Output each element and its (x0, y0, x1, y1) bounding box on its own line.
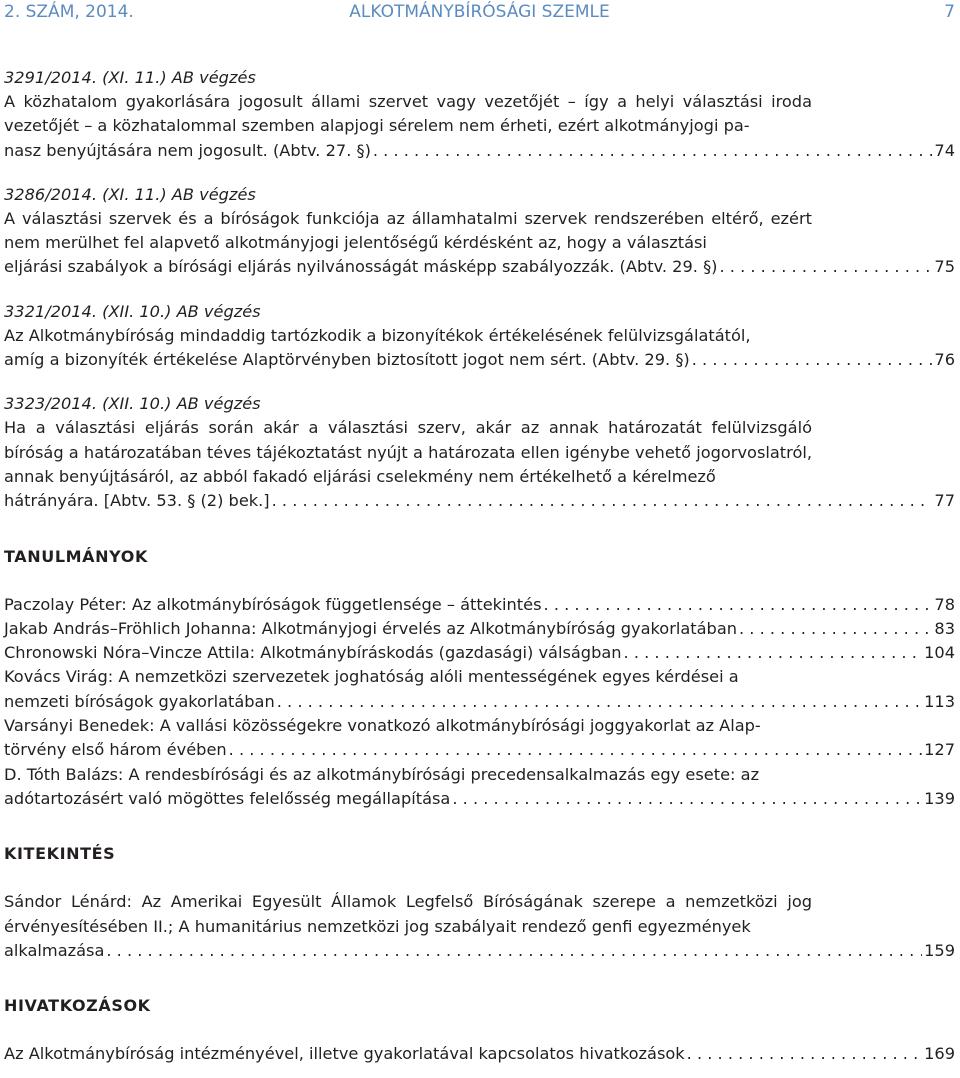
entry-text: Sándor Lénárd: Az Amerikai Egyesült Államok Legfelső Bíróságának szerepe a nemzetközi jog érvényesítésében II.; A humanitárius nemzetközi jog szabályait rendező genfi egyezmények (4, 892, 812, 936)
entry-last-line (4, 1042, 955, 1066)
entry-text-end: hátrányára. [Abtv. 53. § (2) bek.] (4, 491, 270, 511)
article-entry[interactable] (4, 1042, 955, 1066)
dot-leader (450, 787, 922, 811)
entry-text-end: Paczolay Péter: Az alkotmánybíróságok függetlensége – áttekintés (4, 594, 542, 614)
entry-text: D. Tóth Balázs: A rendesbírósági és az alkotmánybírósági precedensalkalmazás egy esete: az (4, 764, 760, 784)
article-entry[interactable] (4, 593, 955, 617)
dot-leader (270, 489, 933, 513)
entry-page-number: 139 (924, 788, 955, 808)
article-entry[interactable] (4, 714, 955, 763)
entry-last-line (4, 593, 955, 617)
entry-text-end: alkalmazása (4, 940, 105, 960)
article-entry[interactable] (4, 890, 955, 963)
entry-page-number: 104 (924, 643, 955, 663)
entry-text: Az Alkotmánybíróság mindaddig tartózkodik a bizonyítékok értékelésének felülvizsgálatától, (4, 325, 751, 345)
entry-last-line (4, 489, 955, 513)
article-entry[interactable] (4, 641, 955, 665)
entry-text-end: Az Alkotmánybíróság intézményével, illetve gyakorlatával kapcsolatos hivatkozások (4, 1044, 685, 1064)
dot-leader (275, 690, 922, 714)
article-entry[interactable] (4, 665, 955, 714)
article-entry[interactable] (4, 763, 955, 812)
entry-page-number: 127 (924, 740, 955, 760)
entry-text-end: Jakab András–Fröhlich Johanna: Alkotmányjogi érvelés az Alkotmánybíróság gyakorlatában (4, 618, 738, 638)
dot-leader (542, 593, 933, 617)
entry-text-end: nemzeti bíróságok gyakorlatában (4, 691, 275, 711)
entry-text-end: adótartozásért való mögöttes felelősség megállapítása (4, 788, 451, 808)
entry-page-number: 77 (934, 491, 955, 511)
case-entry[interactable] (4, 392, 955, 513)
dot-leader (104, 939, 922, 963)
entry-page-number: 159 (924, 940, 955, 960)
page-number: 7 (944, 2, 955, 22)
entry-text-end: amíg a bizonyíték értékelése Alaptörvényben biztosított jogot nem sért. (Abtv. 29. §) (4, 350, 690, 370)
article-entry[interactable] (4, 617, 955, 641)
dot-leader (685, 1042, 922, 1066)
entry-page-number: 169 (924, 1044, 955, 1064)
issue-label: 2. SZÁM, 2014. (4, 2, 134, 22)
case-entry[interactable] (4, 300, 955, 373)
entry-text: Ha a választási eljárás során akár a választási szerv, akár az annak határozatát felülvizsgáló bíróság a határozatában téves tájékoztatást nyújt a határozata ellen igénybe vehető jogorvoslatról, annak benyújtásáról, az abból fakadó eljárási cselekmény nem értékelhető a kérelmező (4, 418, 812, 486)
entry-text-end: Chronowski Nóra–Vincze Attila: Alkotmánybíráskodás (gazdasági) válságban (4, 643, 622, 663)
journal-title: ALKOTMÁNYBÍRÓSÁGI SZEMLE (349, 2, 610, 22)
entry-text: Kovács Virág: A nemzetközi szervezetek joghatóság alóli mentességének egyes kérdései a (4, 667, 739, 687)
entry-last-line (4, 617, 955, 641)
entry-last-line (4, 139, 955, 163)
entry-last-line (4, 787, 955, 811)
case-entry[interactable] (4, 66, 955, 163)
entry-page-number: 78 (934, 594, 955, 614)
entry-last-line (4, 641, 955, 665)
entry-text-end: nasz benyújtására nem jogosult. (Abtv. 27. §) (4, 140, 371, 160)
entry-text-end: törvény első három évében (4, 740, 227, 760)
dot-leader (717, 255, 932, 279)
entry-text: A választási szervek és a bíróságok funkciója az államhatalmi szervek rendszerében eltérő, ezért nem merülhet fel alapvető alkotmányjogi jelentőségű kérdésként az, hogy a választási (4, 208, 812, 253)
entry-page-number: 113 (924, 691, 955, 711)
case-number: 3323/2014. (XII. 10.) AB végzés (4, 394, 261, 414)
section-heading: TANULMÁNYOK (4, 546, 148, 566)
entry-page-number: 76 (934, 350, 955, 370)
dot-leader (622, 641, 923, 665)
entry-page-number: 74 (934, 140, 955, 160)
entry-last-line (4, 348, 955, 372)
section-heading: KITEKINTÉS (4, 844, 116, 864)
entry-page-number: 75 (934, 257, 955, 277)
case-number: 3286/2014. (XI. 11.) AB végzés (4, 184, 256, 204)
running-header (4, 2, 955, 28)
dot-leader (737, 617, 932, 641)
case-number: 3291/2014. (XI. 11.) AB végzés (4, 68, 256, 87)
entry-last-line (4, 738, 955, 762)
dot-leader (371, 139, 933, 163)
entry-page-number: 83 (934, 618, 955, 638)
entry-last-line (4, 939, 955, 963)
case-entry[interactable] (4, 183, 955, 280)
dot-leader (690, 348, 933, 372)
entry-text-end: eljárási szabályok a bírósági eljárás nyilvánosságát másképp szabályozzák. (Abtv. 29. §) (4, 257, 718, 277)
entry-text: Varsányi Benedek: A vallási közösségekre vonatkozó alkotmánybírósági joggyakorlat az Alap- (4, 716, 761, 736)
entry-last-line (4, 690, 955, 714)
table-of-contents (4, 66, 955, 1066)
case-number: 3321/2014. (XII. 10.) AB végzés (4, 301, 261, 321)
entry-last-line (4, 255, 955, 279)
section-heading: HIVATKOZÁSOK (4, 996, 151, 1016)
dot-leader (227, 738, 922, 762)
entry-text: A közhatalom gyakorlására jogosult állami szervet vagy vezetőjét – így a helyi választási iroda vezetőjét – a közhatalommal szemben alapjogi sérelem nem érheti, ezért alkotmányjogi pa- (4, 92, 812, 136)
